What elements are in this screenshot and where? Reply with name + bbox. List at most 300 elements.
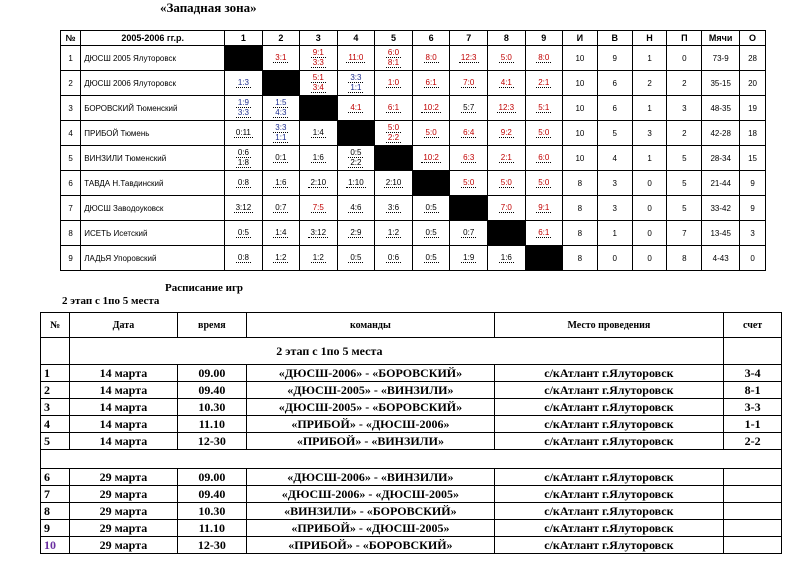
game-score bbox=[724, 486, 782, 503]
score-second: 8:1 bbox=[387, 58, 400, 67]
score-cell bbox=[375, 196, 413, 221]
score-first: 3:3 bbox=[350, 73, 362, 82]
game-teams: «ДЮСШ-2005» - «ВИНЗИЛИ» bbox=[247, 382, 495, 399]
score-cell bbox=[337, 71, 375, 96]
score-first: 1:5 bbox=[275, 98, 287, 107]
score-first: 1:3 bbox=[237, 78, 249, 87]
score-cell bbox=[225, 171, 263, 196]
game-place: с/кАтлант г.Ялуторовск bbox=[494, 520, 724, 537]
score-cell bbox=[488, 96, 526, 121]
score-cell bbox=[262, 171, 299, 196]
score-first: 5:0 bbox=[463, 178, 475, 187]
game-teams: «ПРИБОЙ» - «ДЮСШ-2006» bbox=[247, 416, 495, 433]
wins: 3 bbox=[597, 196, 632, 221]
score-second: 3:3 bbox=[312, 58, 324, 67]
diagonal-cell bbox=[525, 246, 562, 271]
wins: 6 bbox=[597, 71, 632, 96]
score-cell bbox=[488, 121, 526, 146]
score-cell bbox=[450, 71, 488, 96]
score-stack bbox=[225, 228, 262, 238]
games-played: 10 bbox=[562, 96, 597, 121]
game-time: 10.30 bbox=[177, 503, 247, 520]
score-first: 0:5 bbox=[237, 228, 249, 237]
score-stack bbox=[300, 153, 337, 163]
score-stack bbox=[413, 203, 450, 213]
spacer-row bbox=[41, 450, 782, 469]
games-played: 10 bbox=[562, 46, 597, 71]
score-cell bbox=[262, 246, 299, 271]
score-stack bbox=[450, 78, 487, 88]
losses: 8 bbox=[667, 246, 702, 271]
score-first: 5:1 bbox=[538, 103, 550, 112]
draws: 0 bbox=[632, 221, 667, 246]
score-stack bbox=[300, 48, 337, 68]
score-second: 2:2 bbox=[350, 158, 362, 167]
points: 9 bbox=[740, 196, 766, 221]
score-first: 1:9 bbox=[237, 98, 249, 107]
score-cell bbox=[375, 121, 413, 146]
score-first: 2:1 bbox=[500, 153, 512, 162]
score-cell bbox=[262, 196, 299, 221]
standings-row bbox=[61, 246, 766, 271]
game-number: 8 bbox=[41, 503, 70, 520]
game-teams: «ПРИБОЙ» - «БОРОВСКИЙ» bbox=[247, 537, 495, 554]
diagonal-cell bbox=[262, 71, 299, 96]
score-first: 5:0 bbox=[538, 178, 550, 187]
schedule-row bbox=[41, 537, 782, 554]
score-first: 0:5 bbox=[350, 253, 362, 262]
score-cell bbox=[488, 246, 526, 271]
wins: 9 bbox=[597, 46, 632, 71]
score-stack bbox=[263, 123, 299, 143]
score-stack bbox=[300, 253, 337, 263]
score-first: 9:1 bbox=[538, 203, 550, 212]
score-cell bbox=[225, 221, 263, 246]
score-cell bbox=[412, 246, 450, 271]
score-stack bbox=[338, 203, 375, 213]
score-stack bbox=[488, 103, 525, 113]
score-first: 5:0 bbox=[500, 53, 512, 62]
score-first: 7:0 bbox=[500, 203, 512, 212]
score-first: 9:1 bbox=[312, 48, 324, 57]
score-first: 0:1 bbox=[275, 153, 287, 162]
draws: 1 bbox=[632, 46, 667, 71]
score-second: 2:2 bbox=[387, 133, 400, 142]
losses: 2 bbox=[667, 121, 702, 146]
score-second: 1:1 bbox=[275, 133, 287, 142]
score-stack bbox=[263, 178, 299, 188]
score-first: 0:7 bbox=[463, 228, 475, 237]
game-date: 29 марта bbox=[70, 503, 177, 520]
standings-header-cell: 1 bbox=[225, 31, 263, 46]
points: 28 bbox=[740, 46, 766, 71]
stage-blank bbox=[724, 338, 782, 365]
schedule-header-cell: № bbox=[41, 313, 70, 338]
score-stack bbox=[413, 103, 450, 113]
game-place: с/кАтлант г.Ялуторовск bbox=[494, 399, 724, 416]
score-first: 6:1 bbox=[425, 78, 437, 87]
score-stack bbox=[300, 178, 337, 188]
game-score bbox=[724, 503, 782, 520]
game-date: 14 марта bbox=[70, 433, 177, 450]
score-stack bbox=[526, 78, 562, 88]
score-cell bbox=[525, 71, 562, 96]
score-first: 0:6 bbox=[387, 253, 400, 262]
score-stack bbox=[488, 253, 525, 263]
zone-title: «Западная зона» bbox=[160, 0, 257, 15]
standings-header-cell: О bbox=[740, 31, 766, 46]
games-played: 10 bbox=[562, 146, 597, 171]
score-second: 3:3 bbox=[237, 108, 249, 117]
standings-header-cell: Мячи bbox=[702, 31, 740, 46]
score-cell bbox=[225, 96, 263, 121]
game-number: 3 bbox=[41, 399, 70, 416]
score-stack bbox=[375, 103, 412, 113]
score-cell bbox=[337, 46, 375, 71]
game-number: 9 bbox=[41, 520, 70, 537]
score-stack bbox=[300, 73, 337, 93]
standings-table bbox=[60, 30, 766, 271]
score-first: 3:12 bbox=[310, 228, 327, 237]
score-first: 4:6 bbox=[350, 203, 362, 212]
score-cell bbox=[375, 171, 413, 196]
standings-header-cell: № bbox=[61, 31, 81, 46]
score-stack bbox=[526, 53, 562, 63]
games-played: 8 bbox=[562, 221, 597, 246]
score-first: 0:5 bbox=[425, 253, 437, 262]
score-stack bbox=[263, 98, 299, 118]
game-place: с/кАтлант г.Ялуторовск bbox=[494, 537, 724, 554]
score-stack bbox=[413, 53, 450, 63]
draws: 0 bbox=[632, 171, 667, 196]
team-number: 7 bbox=[61, 196, 81, 221]
losses: 0 bbox=[667, 46, 702, 71]
score-cell bbox=[450, 96, 488, 121]
score-stack bbox=[413, 78, 450, 88]
score-cell bbox=[450, 46, 488, 71]
game-teams: «ВИНЗИЛИ» - «БОРОВСКИЙ» bbox=[247, 503, 495, 520]
score-first: 3:1 bbox=[275, 53, 287, 62]
game-time: 09.40 bbox=[177, 382, 247, 399]
team-name: ВИНЗИЛИ Тюменский bbox=[81, 146, 225, 171]
score-cell bbox=[262, 121, 299, 146]
score-stack bbox=[338, 53, 375, 63]
score-cell bbox=[450, 121, 488, 146]
score-stack bbox=[413, 153, 450, 163]
score-first: 5:0 bbox=[387, 123, 400, 132]
game-date: 29 марта bbox=[70, 537, 177, 554]
draws: 0 bbox=[632, 196, 667, 221]
diagonal-cell bbox=[375, 146, 413, 171]
standings-row bbox=[61, 196, 766, 221]
score-first: 6:1 bbox=[538, 228, 550, 237]
score-first: 1:10 bbox=[348, 178, 364, 187]
game-place: с/кАтлант г.Ялуторовск bbox=[494, 486, 724, 503]
schedule-row bbox=[41, 365, 782, 382]
score-stack bbox=[375, 48, 412, 68]
score-first: 3:12 bbox=[235, 203, 252, 212]
score-stack bbox=[225, 203, 262, 213]
schedule-row bbox=[41, 520, 782, 537]
diagonal-cell bbox=[299, 96, 337, 121]
standings-header-cell: В bbox=[597, 31, 632, 46]
score-first: 0:6 bbox=[237, 148, 249, 157]
score-stack bbox=[450, 103, 487, 113]
score-first: 5:0 bbox=[538, 128, 550, 137]
schedule-header-cell: счет bbox=[724, 313, 782, 338]
diagonal-cell bbox=[450, 196, 488, 221]
schedule-header-cell: Место проведения bbox=[494, 313, 724, 338]
game-teams: «ДЮСШ-2006» - «ДЮСШ-2005» bbox=[247, 486, 495, 503]
stage-title: 2 этап с 1по 5 места bbox=[62, 295, 160, 307]
game-time: 09.00 bbox=[177, 365, 247, 382]
score-stack bbox=[375, 203, 412, 213]
schedule-header-cell: Дата bbox=[70, 313, 177, 338]
score-first: 12:3 bbox=[460, 53, 477, 62]
wins: 1 bbox=[597, 221, 632, 246]
score-stack bbox=[338, 148, 375, 168]
game-number: 6 bbox=[41, 469, 70, 486]
score-first: 8:0 bbox=[425, 53, 437, 62]
game-score: 3-3 bbox=[724, 399, 782, 416]
score-first: 1:6 bbox=[312, 153, 324, 162]
score-stack bbox=[413, 128, 450, 138]
score-first: 2:10 bbox=[310, 178, 327, 187]
games-played: 10 bbox=[562, 71, 597, 96]
score-second: 1:8 bbox=[237, 158, 249, 167]
score-first: 5:1 bbox=[312, 73, 324, 82]
game-time: 12-30 bbox=[177, 537, 247, 554]
score-cell bbox=[375, 246, 413, 271]
standings-header-cell: 2 bbox=[262, 31, 299, 46]
game-time: 09.40 bbox=[177, 486, 247, 503]
score-second: 1:1 bbox=[350, 83, 362, 92]
score-cell bbox=[375, 71, 413, 96]
game-date: 14 марта bbox=[70, 399, 177, 416]
score-cell bbox=[450, 171, 488, 196]
goals: 21-44 bbox=[702, 171, 740, 196]
score-cell bbox=[262, 96, 299, 121]
score-stack bbox=[450, 128, 487, 138]
game-time: 09.00 bbox=[177, 469, 247, 486]
standings-row bbox=[61, 171, 766, 196]
points: 0 bbox=[740, 246, 766, 271]
schedule-row bbox=[41, 486, 782, 503]
game-time: 10.30 bbox=[177, 399, 247, 416]
score-cell bbox=[525, 171, 562, 196]
score-first: 2:10 bbox=[385, 178, 402, 187]
score-second: 4:3 bbox=[275, 108, 287, 117]
score-stack bbox=[263, 53, 299, 63]
standings-header-cell: 4 bbox=[337, 31, 375, 46]
standings-row bbox=[61, 71, 766, 96]
goals: 73-9 bbox=[702, 46, 740, 71]
score-cell bbox=[337, 221, 375, 246]
losses: 5 bbox=[667, 171, 702, 196]
standings-row bbox=[61, 96, 766, 121]
game-place: с/кАтлант г.Ялуторовск bbox=[494, 416, 724, 433]
game-place: с/кАтлант г.Ялуторовск bbox=[494, 503, 724, 520]
game-number: 1 bbox=[41, 365, 70, 382]
score-stack bbox=[526, 228, 562, 238]
game-place: с/кАтлант г.Ялуторовск bbox=[494, 382, 724, 399]
diagonal-cell bbox=[412, 171, 450, 196]
score-cell bbox=[299, 196, 337, 221]
losses: 7 bbox=[667, 221, 702, 246]
draws: 0 bbox=[632, 246, 667, 271]
losses: 2 bbox=[667, 71, 702, 96]
diagonal-cell bbox=[337, 121, 375, 146]
standings-header-cell: 8 bbox=[488, 31, 526, 46]
schedule-row bbox=[41, 399, 782, 416]
score-first: 7:0 bbox=[463, 78, 475, 87]
team-number: 3 bbox=[61, 96, 81, 121]
standings-header-row bbox=[61, 31, 766, 46]
goals: 35-15 bbox=[702, 71, 740, 96]
points: 9 bbox=[740, 171, 766, 196]
score-stack bbox=[526, 103, 562, 113]
score-first: 7:5 bbox=[312, 203, 324, 212]
wins: 0 bbox=[597, 246, 632, 271]
stage-row bbox=[41, 338, 782, 365]
standings-header-cell: 2005-2006 гг.р. bbox=[81, 31, 225, 46]
score-cell bbox=[299, 146, 337, 171]
score-cell bbox=[262, 221, 299, 246]
score-stack bbox=[225, 128, 262, 138]
draws: 1 bbox=[632, 96, 667, 121]
score-stack bbox=[300, 203, 337, 213]
score-stack bbox=[263, 153, 299, 163]
losses: 5 bbox=[667, 146, 702, 171]
score-stack bbox=[488, 128, 525, 138]
score-first: 3:3 bbox=[275, 123, 287, 132]
team-number: 8 bbox=[61, 221, 81, 246]
game-number: 2 bbox=[41, 382, 70, 399]
score-stack bbox=[225, 178, 262, 188]
score-cell bbox=[525, 196, 562, 221]
schedule-table bbox=[40, 312, 782, 554]
score-cell bbox=[337, 246, 375, 271]
score-first: 0:5 bbox=[425, 203, 437, 212]
game-number: 5 bbox=[41, 433, 70, 450]
score-cell bbox=[450, 146, 488, 171]
score-stack bbox=[526, 153, 562, 163]
score-stack bbox=[375, 228, 412, 238]
score-stack bbox=[450, 53, 487, 63]
score-first: 4:1 bbox=[500, 78, 512, 87]
score-stack bbox=[300, 228, 337, 238]
goals: 42-28 bbox=[702, 121, 740, 146]
games-played: 8 bbox=[562, 246, 597, 271]
game-score bbox=[724, 469, 782, 486]
score-stack bbox=[375, 123, 412, 143]
score-cell bbox=[375, 96, 413, 121]
wins: 4 bbox=[597, 146, 632, 171]
goals: 48-35 bbox=[702, 96, 740, 121]
losses: 5 bbox=[667, 196, 702, 221]
score-stack bbox=[300, 128, 337, 138]
score-cell bbox=[412, 146, 450, 171]
score-stack bbox=[450, 228, 487, 238]
losses: 3 bbox=[667, 96, 702, 121]
game-score: 1-1 bbox=[724, 416, 782, 433]
game-date: 29 марта bbox=[70, 486, 177, 503]
score-stack bbox=[375, 78, 412, 88]
score-cell bbox=[488, 71, 526, 96]
score-first: 1:0 bbox=[387, 78, 400, 87]
score-cell bbox=[412, 46, 450, 71]
score-cell bbox=[225, 146, 263, 171]
game-number: 4 bbox=[41, 416, 70, 433]
game-score: 3-4 bbox=[724, 365, 782, 382]
score-first: 0:8 bbox=[237, 253, 249, 262]
score-cell bbox=[525, 146, 562, 171]
goals: 28-34 bbox=[702, 146, 740, 171]
team-name: ЛАДЬЯ Упоровский bbox=[81, 246, 225, 271]
score-first: 10:2 bbox=[423, 153, 439, 162]
score-first: 5:0 bbox=[500, 178, 512, 187]
score-first: 1:4 bbox=[312, 128, 324, 137]
score-stack bbox=[526, 178, 562, 188]
score-cell bbox=[299, 71, 337, 96]
score-cell bbox=[525, 121, 562, 146]
game-teams: «ПРИБОЙ» - «ВИНЗИЛИ» bbox=[247, 433, 495, 450]
schedule-row bbox=[41, 382, 782, 399]
points: 15 bbox=[740, 146, 766, 171]
score-first: 9:2 bbox=[500, 128, 512, 137]
standings-row bbox=[61, 46, 766, 71]
goals: 13-45 bbox=[702, 221, 740, 246]
score-first: 2:9 bbox=[350, 228, 362, 237]
standings-header-cell: 5 bbox=[375, 31, 413, 46]
game-teams: «ДЮСШ-2005» - «БОРОВСКИЙ» bbox=[247, 399, 495, 416]
game-date: 14 марта bbox=[70, 365, 177, 382]
game-place: с/кАтлант г.Ялуторовск bbox=[494, 365, 724, 382]
score-cell bbox=[488, 171, 526, 196]
game-number: 10 bbox=[41, 537, 70, 554]
diagonal-cell bbox=[225, 46, 263, 71]
score-first: 2:1 bbox=[538, 78, 550, 87]
stage-blank bbox=[41, 338, 70, 365]
score-first: 0:5 bbox=[350, 148, 362, 157]
team-name: ДЮСШ Заводоуковск bbox=[81, 196, 225, 221]
score-first: 8:0 bbox=[538, 53, 550, 62]
score-stack bbox=[338, 253, 375, 263]
game-place: с/кАтлант г.Ялуторовск bbox=[494, 469, 724, 486]
score-stack bbox=[488, 78, 525, 88]
schedule-row bbox=[41, 503, 782, 520]
games-played: 8 bbox=[562, 196, 597, 221]
game-score: 2-2 bbox=[724, 433, 782, 450]
score-stack bbox=[225, 78, 262, 88]
game-score bbox=[724, 520, 782, 537]
stage-label: 2 этап с 1по 5 места bbox=[70, 338, 724, 365]
score-first: 4:1 bbox=[350, 103, 362, 112]
team-number: 2 bbox=[61, 71, 81, 96]
team-number: 1 bbox=[61, 46, 81, 71]
score-stack bbox=[488, 178, 525, 188]
score-stack bbox=[263, 203, 299, 213]
score-cell bbox=[225, 246, 263, 271]
score-cell bbox=[488, 46, 526, 71]
score-first: 3:6 bbox=[387, 203, 400, 212]
game-time: 12-30 bbox=[177, 433, 247, 450]
team-name: БОРОВСКИЙ Тюменский bbox=[81, 96, 225, 121]
team-number: 9 bbox=[61, 246, 81, 271]
goals: 33-42 bbox=[702, 196, 740, 221]
schedule-header-cell: команды bbox=[247, 313, 495, 338]
score-cell bbox=[225, 121, 263, 146]
